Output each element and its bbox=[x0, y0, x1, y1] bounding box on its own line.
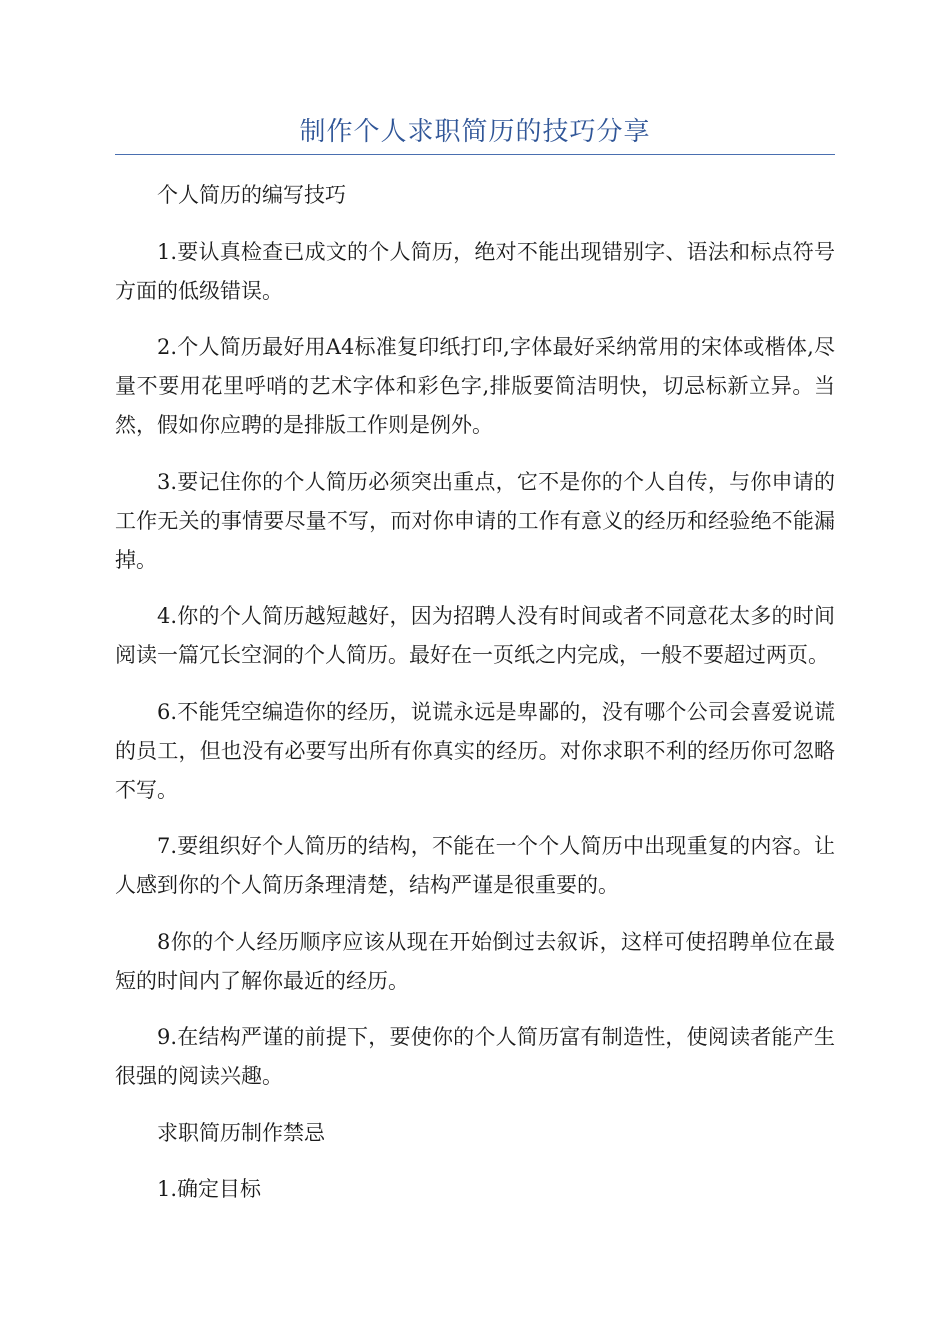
document-title: 制作个人求职简历的技巧分享 bbox=[299, 117, 651, 147]
document-page bbox=[115, 0, 835, 1344]
paragraph-tip-3: 3.要记住你的个人简历必须突出重点，它不是你的个人自传，与你申请的工作无关的事情要尽量不写，而对你申请的工作有意义的经历和经验绝不能漏掉。 bbox=[115, 469, 835, 572]
section-heading-writing-tips: 个人简历的编写技巧 bbox=[157, 183, 346, 207]
paragraph-tip-4: 4.你的个人简历越短越好，因为招聘人没有时间或者不同意花太多的时间阅读一篇冗长空洞的个人简历。最好在一页纸之内完成，一般不要超过两页。 bbox=[115, 604, 835, 667]
title-underline bbox=[115, 154, 835, 155]
paragraph-tip-9: 9.在结构严谨的前提下，要使你的个人简历富有制造性，使阅读者能产生很强的阅读兴趣。 bbox=[115, 1025, 835, 1088]
paragraph-tip-8: 8你的个人经历顺序应该从现在开始倒过去叙诉，这样可使招聘单位在最短的时间内了解你最近的经历。 bbox=[115, 929, 835, 993]
section-heading-taboos: 求职简历制作禁忌 bbox=[157, 1120, 325, 1145]
paragraph-taboo-1: 1.确定目标 bbox=[157, 1177, 262, 1201]
paragraph-tip-6: 6.不能凭空编造你的经历，说谎永远是卑鄙的，没有哪个公司会喜爱说谎的员工，但也没有必要写出所有你真实的经历。对你求职不利的经历你可忽略不写。 bbox=[115, 699, 835, 802]
paragraph-tip-2: 2.个人简历最好用A4标准复印纸打印,字体最好采纳常用的宋体或楷体,尽量不要用花里呼哨的艺术字体和彩色字,排版要简洁明快，切忌标新立异。当然，假如你应聘的是排版工作则是例外。 bbox=[115, 335, 835, 437]
paragraph-tip-1: 1.要认真检查已成文的个人简历，绝对不能出现错别字、语法和标点符号方面的低级错误。 bbox=[115, 239, 835, 303]
paragraph-tip-7: 7.要组织好个人简历的结构，不能在一个个人简历中出现重复的内容。让人感到你的个人简历条理清楚，结构严谨是很重要的。 bbox=[115, 834, 835, 897]
document-body bbox=[115, 176, 835, 1227]
